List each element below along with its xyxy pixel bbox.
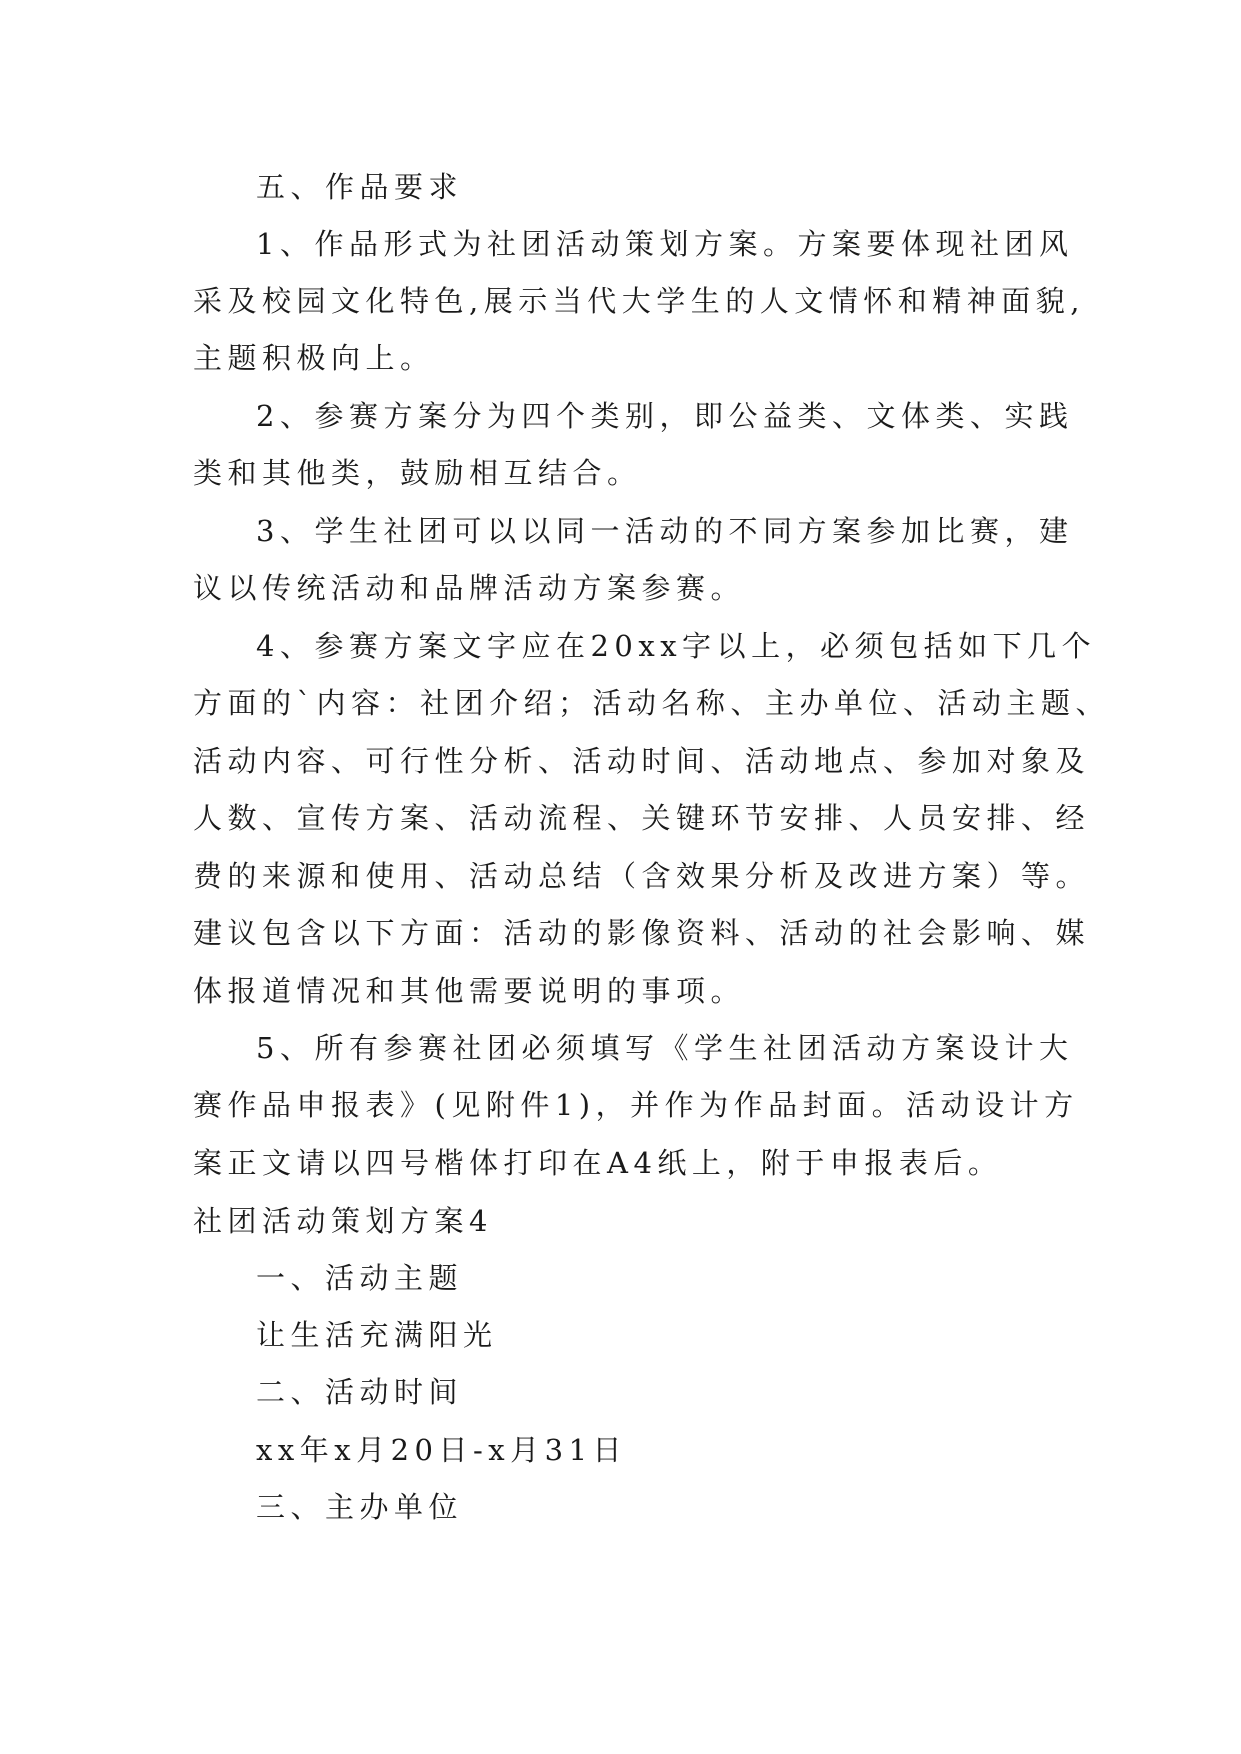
- paragraph-line: 5、所有参赛社团必须填写《学生社团活动方案设计大: [256, 1031, 1074, 1065]
- section-heading-requirements: 五、作品要求: [256, 170, 464, 204]
- paragraph-line: 建议包含以下方面：活动的影像资料、活动的社会影响、媒: [193, 916, 1091, 950]
- paragraph-line: 3、学生社团可以以同一活动的不同方案参加比赛，建: [256, 514, 1074, 548]
- paragraph-line: 活动内容、可行性分析、活动时间、活动地点、参加对象及: [193, 744, 1091, 778]
- paragraph-line: 2、参赛方案分为四个类别，即公益类、文体类、实践: [256, 399, 1074, 433]
- theme-text: 让生活充满阳光: [256, 1318, 498, 1352]
- document-title: 社团活动策划方案4: [193, 1204, 493, 1238]
- paragraph-line: 案正文请以四号楷体打印在A4纸上，附于申报表后。: [193, 1146, 1003, 1180]
- paragraph-line: 体报道情况和其他需要说明的事项。: [193, 974, 746, 1008]
- section-heading-time: 二、活动时间: [256, 1375, 464, 1409]
- paragraph-line: 1、作品形式为社团活动策划方案。方案要体现社团风: [256, 227, 1074, 261]
- paragraph-line: 人数、宣传方案、活动流程、关键环节安排、人员安排、经: [193, 801, 1091, 835]
- paragraph-line: 赛作品申报表》(见附件1)，并作为作品封面。活动设计方: [193, 1088, 1079, 1122]
- time-text: xx年x月20日-x月31日: [256, 1433, 628, 1467]
- section-heading-theme: 一、活动主题: [256, 1261, 464, 1295]
- paragraph-line: 议以传统活动和品牌活动方案参赛。: [193, 571, 746, 605]
- paragraph-line: 4、参赛方案文字应在20xx字以上，必须包括如下几个: [256, 629, 1097, 663]
- paragraph-line: 费的来源和使用、活动总结（含效果分析及改进方案）等。: [193, 859, 1091, 893]
- paragraph-line: 采及校园文化特色,展示当代大学生的人文情怀和精神面貌,: [193, 284, 1085, 318]
- section-heading-organizer: 三、主办单位: [256, 1490, 464, 1524]
- paragraph-line: 类和其他类，鼓励相互结合。: [193, 456, 642, 490]
- paragraph-line: 主题积极向上。: [193, 341, 435, 375]
- paragraph-line: 方面的`内容：社团介绍；活动名称、主办单位、活动主题、: [193, 686, 1111, 720]
